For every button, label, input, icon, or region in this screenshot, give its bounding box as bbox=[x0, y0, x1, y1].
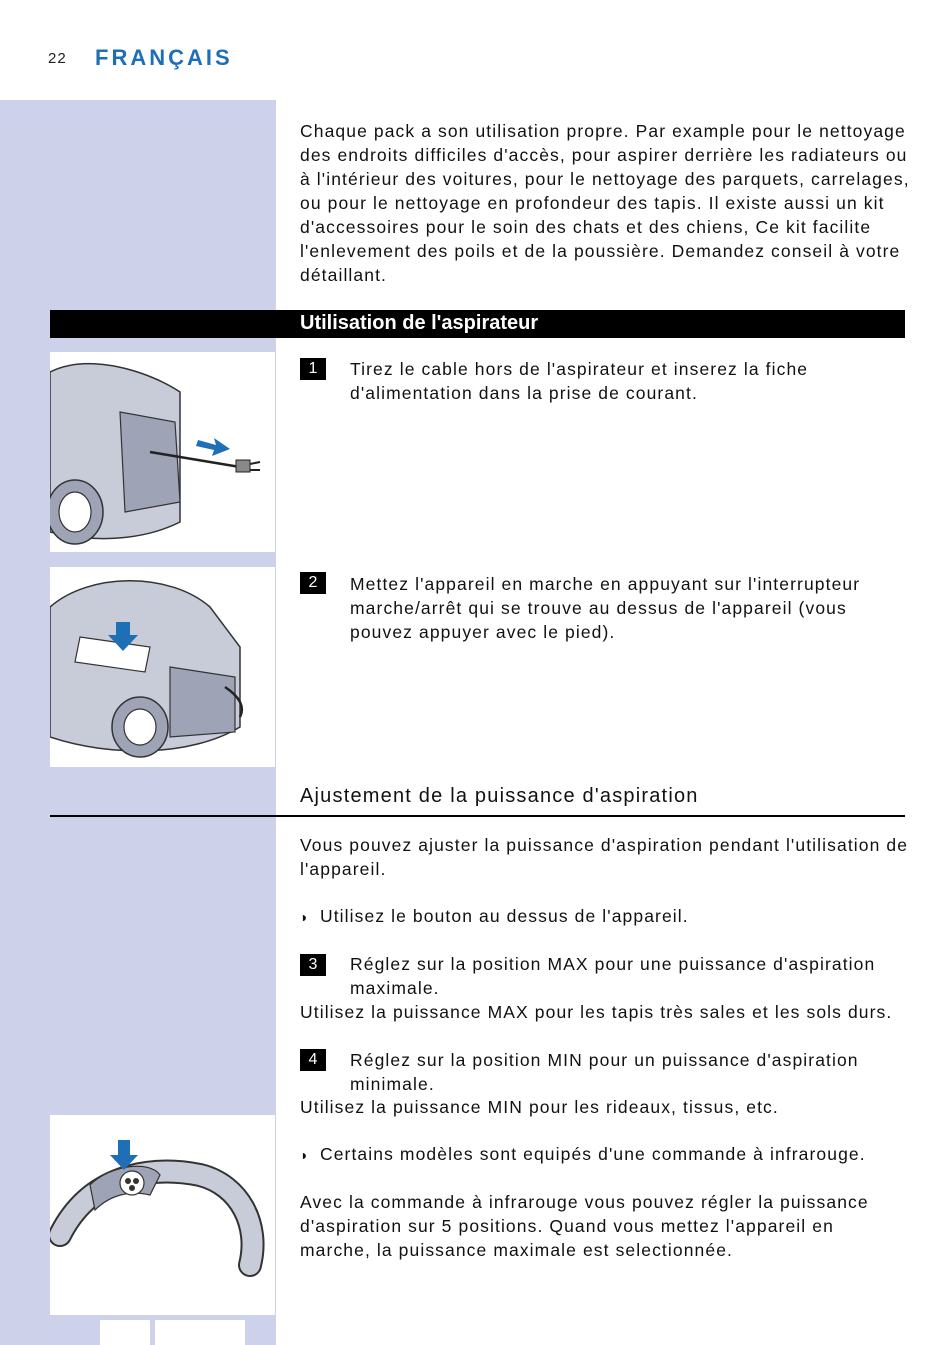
footer-box bbox=[155, 1320, 245, 1345]
step-2-text: Mettez l'appareil en marche en appuyant sur l'interrupteur marche/arrêt qui se trouve au dessus de l'appareil (vous pouvez appuyer avec le pied). bbox=[350, 574, 861, 642]
handle-icon bbox=[50, 1115, 275, 1315]
handle-control-illustration bbox=[50, 1115, 275, 1315]
step-3-number: 3 bbox=[300, 954, 326, 976]
step-1-number: 1 bbox=[300, 358, 326, 380]
vacuum-switch-illustration bbox=[50, 567, 275, 767]
bullet-item-1 bbox=[300, 904, 689, 929]
bullet-item-1-text: Utilisez le bouton au dessus de l'appareil. bbox=[319, 906, 689, 926]
section-rule bbox=[50, 815, 905, 817]
step-2-number: 2 bbox=[300, 572, 326, 594]
step-4-number: 4 bbox=[300, 1049, 326, 1071]
step-3-text: Réglez sur la position MAX pour une puissance d'aspiration maximale. bbox=[350, 954, 876, 998]
step-4-note: Utilisez la puissance MIN pour les rideaux, tissus, etc. bbox=[300, 1097, 779, 1117]
bullet-item-2-text: Certains modèles sont equipés d'une commande à infrarouge. bbox=[319, 1144, 866, 1164]
section-title: Utilisation de l'aspirateur bbox=[300, 312, 539, 334]
bullet-icon: ◗ bbox=[300, 1147, 310, 1163]
step-3-note: Utilisez la puissance MAX pour les tapis très sales et les sols durs. bbox=[300, 1002, 893, 1022]
bullet-icon: ◗ bbox=[300, 909, 310, 925]
vacuum-switch-icon bbox=[50, 567, 275, 767]
vacuum-cable-illustration bbox=[50, 352, 275, 552]
subsection-heading: Ajustement de la puissance d'aspiration bbox=[300, 785, 699, 807]
footer-box bbox=[100, 1320, 150, 1345]
intro-paragraph: Chaque pack a son utilisation propre. Par example pour le nettoyage des endroits difficiles d'accès, pour aspirer derrière les radiateurs ou à l'intérieur des voitures, pour le nettoyage des parquets, carrelages, ou pour le nettoyage en profondeur des tapis. Il existe aussi un kit d'accessoires pour le soin des chats et des chiens, Ce kit facilite l'enlevement des poils et de la poussière. Demandez conseil à votre détaillant. bbox=[300, 121, 910, 285]
adjust-intro: Vous pouvez ajuster la puissance d'aspiration pendant l'utilisation de l'appareil. bbox=[300, 835, 909, 879]
step-1-text: Tirez le cable hors de l'aspirateur et inserez la fiche d'alimentation dans la prise de courant. bbox=[350, 359, 809, 403]
section-bar bbox=[50, 310, 905, 338]
bullet-item-2 bbox=[300, 1142, 866, 1167]
closing-paragraph: Avec la commande à infrarouge vous pouvez régler la puissance d'aspiration sur 5 positions. Quand vous mettez l'appareil en marche, la puissance maximale est selectionnée. bbox=[300, 1192, 869, 1260]
page-number: 22 bbox=[48, 50, 67, 67]
language-heading: FRANÇAIS bbox=[95, 45, 233, 70]
step-4-text: Réglez sur la position MIN pour un puissance d'aspiration minimale. bbox=[350, 1050, 859, 1094]
vacuum-icon bbox=[50, 352, 275, 552]
